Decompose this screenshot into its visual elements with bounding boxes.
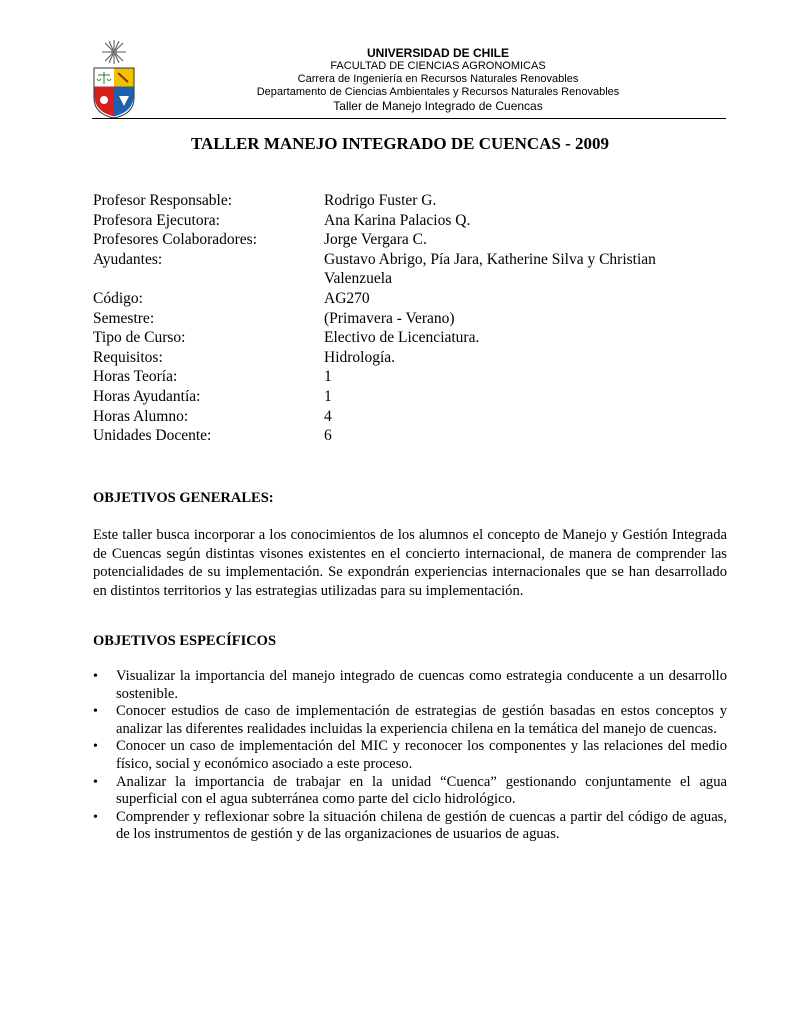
objective-text: Analizar la importancia de trabajar en la unidad “Cuenca” gestionando conjuntamente el agua superficial con el agua subterránea como parte del ciclo hidrológico. [116,773,727,808]
info-label: Unidades Docente: [93,427,212,445]
info-label: Horas Alumno: [93,407,189,425]
info-label: Tipo de Curso: [93,329,186,347]
info-label: Semestre: [93,309,155,327]
course-name: Taller de Manejo Integrado de Cuencas [333,99,543,113]
objective-list-item [93,774,727,809]
info-row [93,250,713,289]
info-label: Horas Ayudantía: [93,387,201,405]
info-label: Profesora Ejecutora: [93,211,220,229]
info-value: AG270 [324,289,370,307]
info-value: Ana Karina Palacios Q. [324,211,471,229]
department-name: Departamento de Ciencias Ambientales y Recursos Naturales Renovables [256,86,620,98]
specific-objectives-heading: OBJETIVOS ESPECÍFICOS [93,633,277,649]
objective-text: Conocer estudios de caso de implementación de estrategias de gestión basadas en estos conceptos y analizar las diferentes realidades incluidas la experiencia chilena en la temática del manejo de cuencas. [116,703,727,737]
general-objectives-heading: OBJETIVOS GENERALES: [93,490,274,506]
bullet-icon: • [93,809,98,825]
info-row [93,367,713,387]
info-label: Profesores Colaboradores: [93,231,257,249]
info-value: 1 [324,387,332,405]
info-row [93,230,713,250]
info-row [93,426,713,446]
info-row [93,191,713,211]
objective-text: Comprender y reflexionar sobre la situación chilena de gestión de cuencas a partir del código de aguas, de los instrumentos de gestión y de las organizaciones de usuarios de aguas. [116,808,727,843]
info-value: Jorge Vergara C. [324,231,427,249]
info-row [93,328,713,348]
info-value: 4 [324,407,332,425]
objective-list-item [93,738,727,773]
info-label: Profesor Responsable: [93,192,233,209]
info-row [93,407,713,427]
career-name: Carrera de Ingeniería en Recursos Naturales Renovables [297,73,579,85]
info-label: Requisitos: [93,348,163,366]
objective-list-item [93,809,727,844]
specific-objectives-list [93,668,727,844]
info-row [93,211,713,231]
info-row [93,289,713,309]
document-title: TALLER MANEJO INTEGRADO DE CUENCAS - 2009 [190,134,610,153]
info-value: Hidrología. [324,348,396,366]
info-label: Horas Teoría: [93,368,178,386]
bullet-icon: • [93,704,98,720]
general-objectives-text: Este taller busca incorporar a los conocimientos de los alumnos el concepto de Manejo y Gestión Integrada de Cuencas según distintas visones existentes en el concierto internacional, de manera de comprender las potencialidades de su implementación. Se expondrán experiencias internacionales que se han desarrollado en distintos territorios y las estrategias utilizadas para su implementación. [93,527,727,599]
info-value: Electivo de Licenciatura. [324,329,480,347]
bullet-icon: • [93,774,98,790]
info-value: 1 [324,368,332,386]
faculty-name: FACULTAD DE CIENCIAS AGRONOMICAS [330,60,546,72]
objective-list-item [93,703,727,738]
header-divider [92,118,726,119]
info-row [93,348,713,368]
university-crest-logo [88,38,140,120]
objective-list-item [93,668,727,703]
info-row [93,309,713,329]
info-value: Gustavo Abrigo, Pía Jara, Katherine Silva y Christian Valenzuela [324,250,656,288]
objective-text: Visualizar la importancia del manejo integrado de cuencas como estrategia conducente a un desarrollo sostenible. [116,668,727,702]
bullet-icon: • [93,669,98,684]
letterhead [150,46,726,113]
info-label: Ayudantes: [93,250,163,268]
objective-text: Conocer un caso de implementación del MIC y reconocer los componentes y las relaciones del medio físico, social y económico asociado a este proceso. [116,738,727,772]
info-value: Rodrigo Fuster G. [324,192,437,209]
course-info-table [93,191,713,446]
info-label: Código: [93,289,143,307]
bullet-icon: • [93,739,98,755]
university-name: UNIVERSIDAD DE CHILE [366,46,509,60]
info-value: (Primavera - Verano) [324,309,455,327]
info-row [93,387,713,407]
info-value: 6 [324,427,332,445]
